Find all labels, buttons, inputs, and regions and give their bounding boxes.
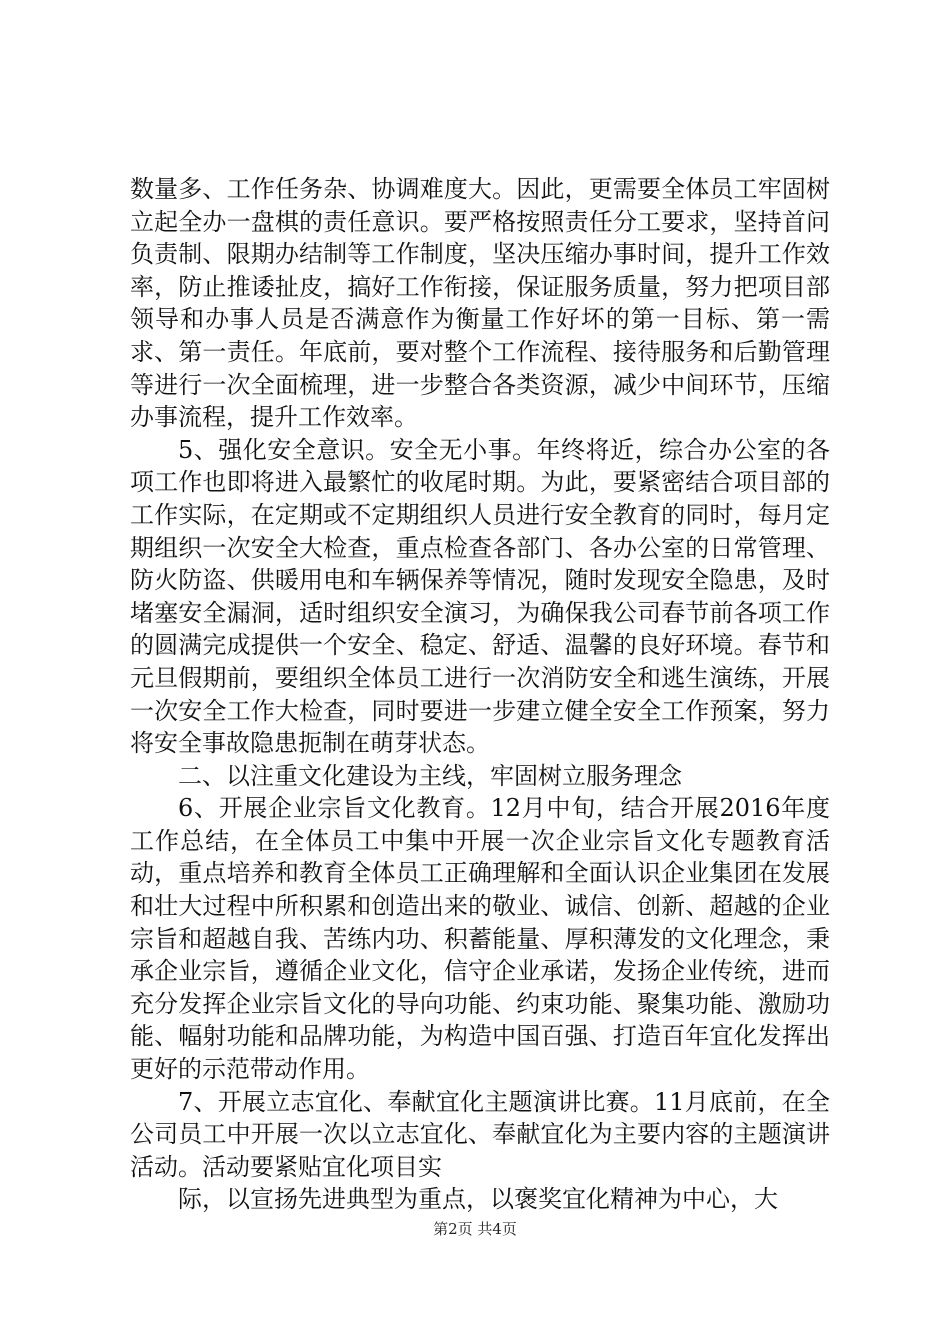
- paragraph-safety-awareness: 5、强化安全意识。安全无小事。年终将近，综合办公室的各项工作也即将进入最繁忙的收尾时期。为此，要紧密结合项目部的工作实际，在定期或不定期组织人员进行安全教育的同时，每月定期组织一次安全大检查，重点检查各部门、各办公室的日常管理、防火防盗、供暖用电和车辆保养等情况，随时发现安全隐患，及时堵塞安全漏洞，适时组织安全演习，为确保我公司春节前各项工作的圆满完成提供一个安全、稳定、舒适、温馨的良好环境。春节和元旦假期前，要组织全体员工进行一次消防安全和逃生演练，开展一次安全工作大检查，同时要进一步建立健全安全工作预案，努力将安全事故隐患扼制在萌芽状态。: [130, 435, 830, 758]
- paragraph-continuation: 数量多、工作任务杂、协调难度大。因此，更需要全体员工牢固树立起全办一盘棋的责任意识。要严格按照责任分工要求，坚持首问负责制、限期办结制等工作制度，坚决压缩办事时间，提升工作效率，防止推诿扯皮，搞好工作衔接，保证服务质量，努力把项目部领导和办事人员是否满意作为衡量工作好坏的第一目标、第一需求、第一责任。年底前，要对整个工作流程、接待服务和后勤管理等进行一次全面梳理，进一步整合各类资源，减少中间环节，压缩办事流程，提升工作效率。: [130, 175, 830, 432]
- section-heading-culture: 二、以注重文化建设为主线，牢固树立服务理念: [178, 761, 682, 790]
- paragraph-speech-contest: 7、开展立志宜化、奉献宜化主题演讲比赛。11月底前，在全公司员工中开展一次以立志宜化、奉献宜化为主要内容的主题演讲活动。活动要紧贴宜化项目实: [130, 1087, 830, 1181]
- paragraph-speech-contest-cont: 际，以宣扬先进典型为重点，以褒奖宜化精神为中心，大: [178, 1185, 778, 1214]
- document-body: [130, 173, 830, 1216]
- paragraph-corporate-culture: 6、开展企业宗旨文化教育。12月中旬，结合开展2016年度工作总结，在全体员工中集中开展一次企业宗旨文化专题教育活动，重点培养和教育全体员工正确理解和全面认识企业集团在发展和壮大过程中所积累和创造出来的敬业、诚信、创新、超越的企业宗旨和超越自我、苦练内功、积蓄能量、厚积薄发的文化理念，秉承企业宗旨，遵循企业文化，信守企业承诺，发扬企业传统，进而充分发挥企业宗旨文化的导向功能、约束功能、聚集功能、激励功能、幅射功能和品牌功能，为构造中国百强、打造百年宜化发挥出更好的示范带动作用。: [130, 794, 830, 1084]
- page-footer: 第2页 共4页: [433, 1220, 517, 1238]
